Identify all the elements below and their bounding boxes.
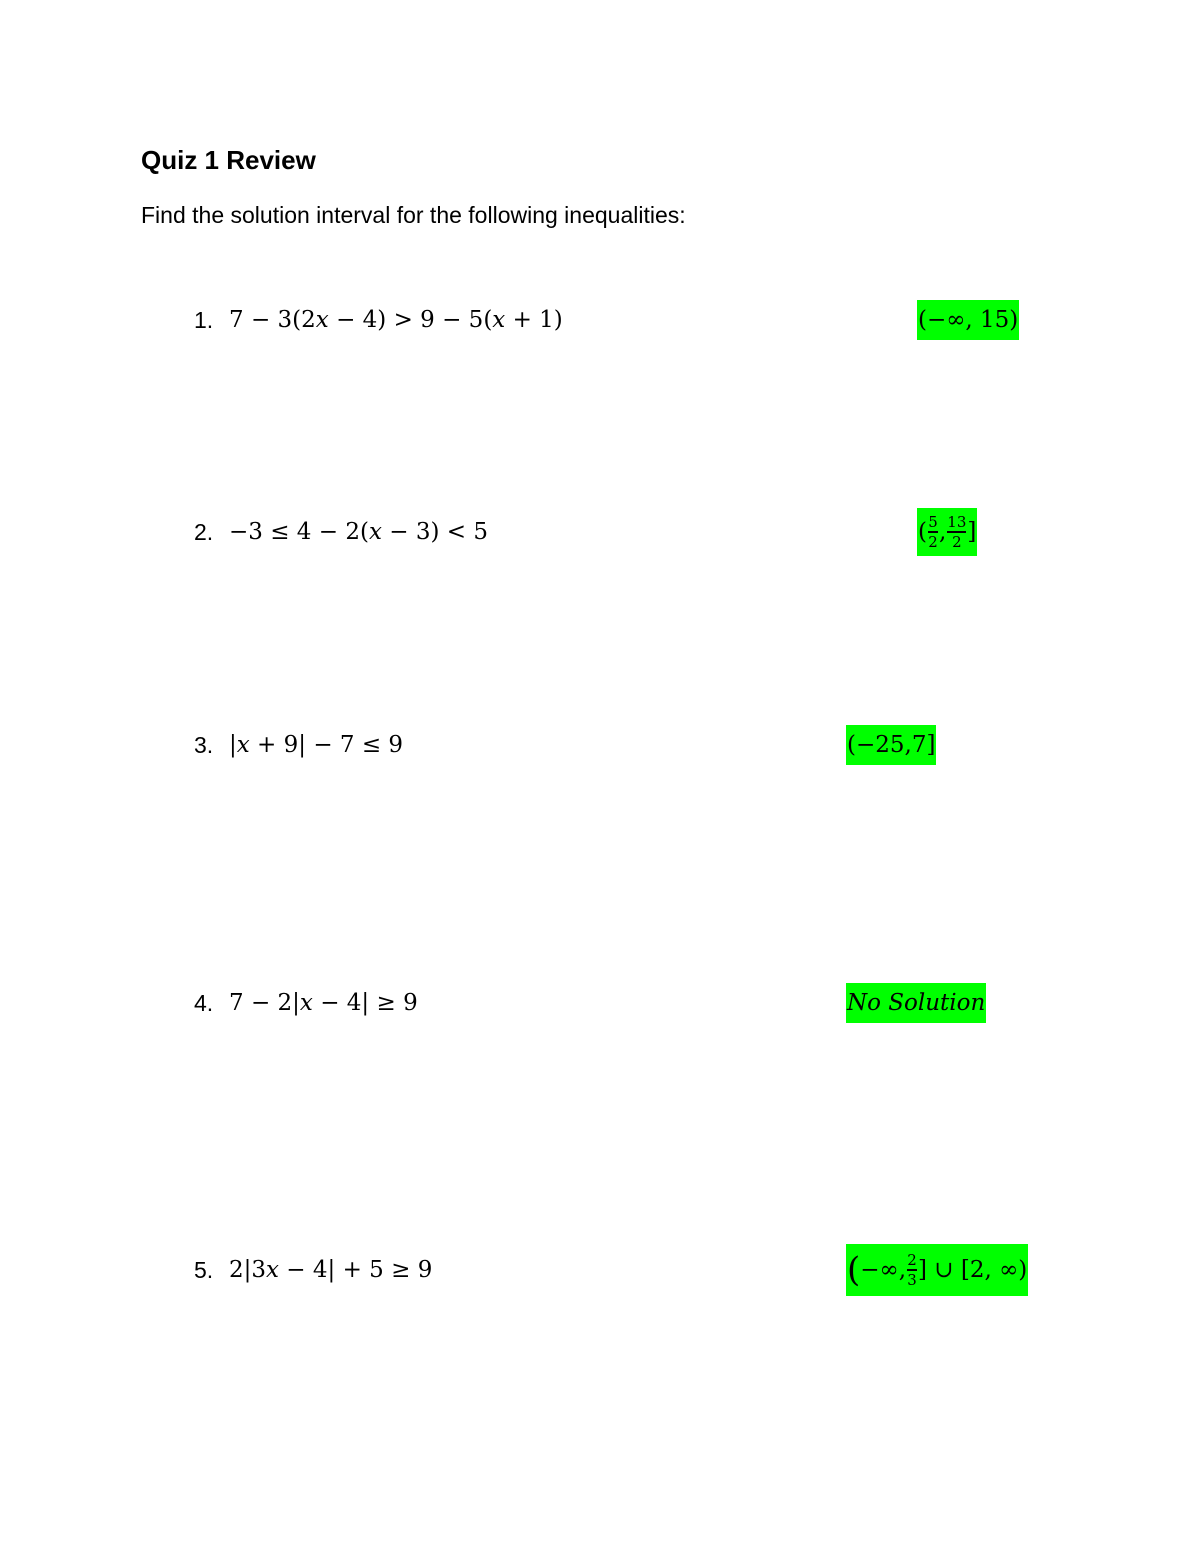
problem-4 [0, 983, 1200, 1043]
instructions-text: Find the solution interval for the following inequalities: [141, 202, 686, 228]
problem-expression: 2|3x − 4| + 5 ≥ 9 [229, 1257, 433, 1283]
answer-highlight: No Solution [846, 983, 986, 1023]
page-title: Quiz 1 Review [141, 145, 316, 175]
problem-number: 1. [194, 307, 214, 333]
problem-expression: −3 ≤ 4 − 2(x − 3) < 5 [229, 519, 488, 545]
problem-number: 2. [194, 519, 214, 545]
answer-fraction: $\frac{5}{2}$ [928, 513, 938, 551]
answer-highlight: (−∞, 15) [917, 300, 1019, 340]
answer-highlight: (−25,7] [846, 725, 936, 765]
problem-number: 4. [194, 990, 214, 1016]
problem-expression: 7 − 3(2x − 4) > 9 − 5(x + 1) [229, 307, 563, 333]
problem-expression: 7 − 2|x − 4| ≥ 9 [229, 990, 418, 1016]
answer-fraction: $\frac{13}{2}$ [947, 513, 967, 551]
answer-highlight: ( −∞, $\frac{2}{3}$ ] ∪ [2, ∞) [846, 1244, 1028, 1296]
problem-number: 3. [194, 732, 214, 758]
answer-fraction: $\frac{2}{3}$ [907, 1251, 917, 1289]
problem-number: 5. [194, 1257, 214, 1283]
problem-3 [0, 725, 1200, 785]
problem-2 [0, 512, 1200, 572]
problem-1 [0, 300, 1200, 360]
answer-highlight: ( $\frac{5}{2}$ , $\frac{13}{2}$ ] [917, 508, 977, 556]
problem-5 [0, 1250, 1200, 1310]
problem-expression: |x + 9| − 7 ≤ 9 [229, 732, 404, 758]
